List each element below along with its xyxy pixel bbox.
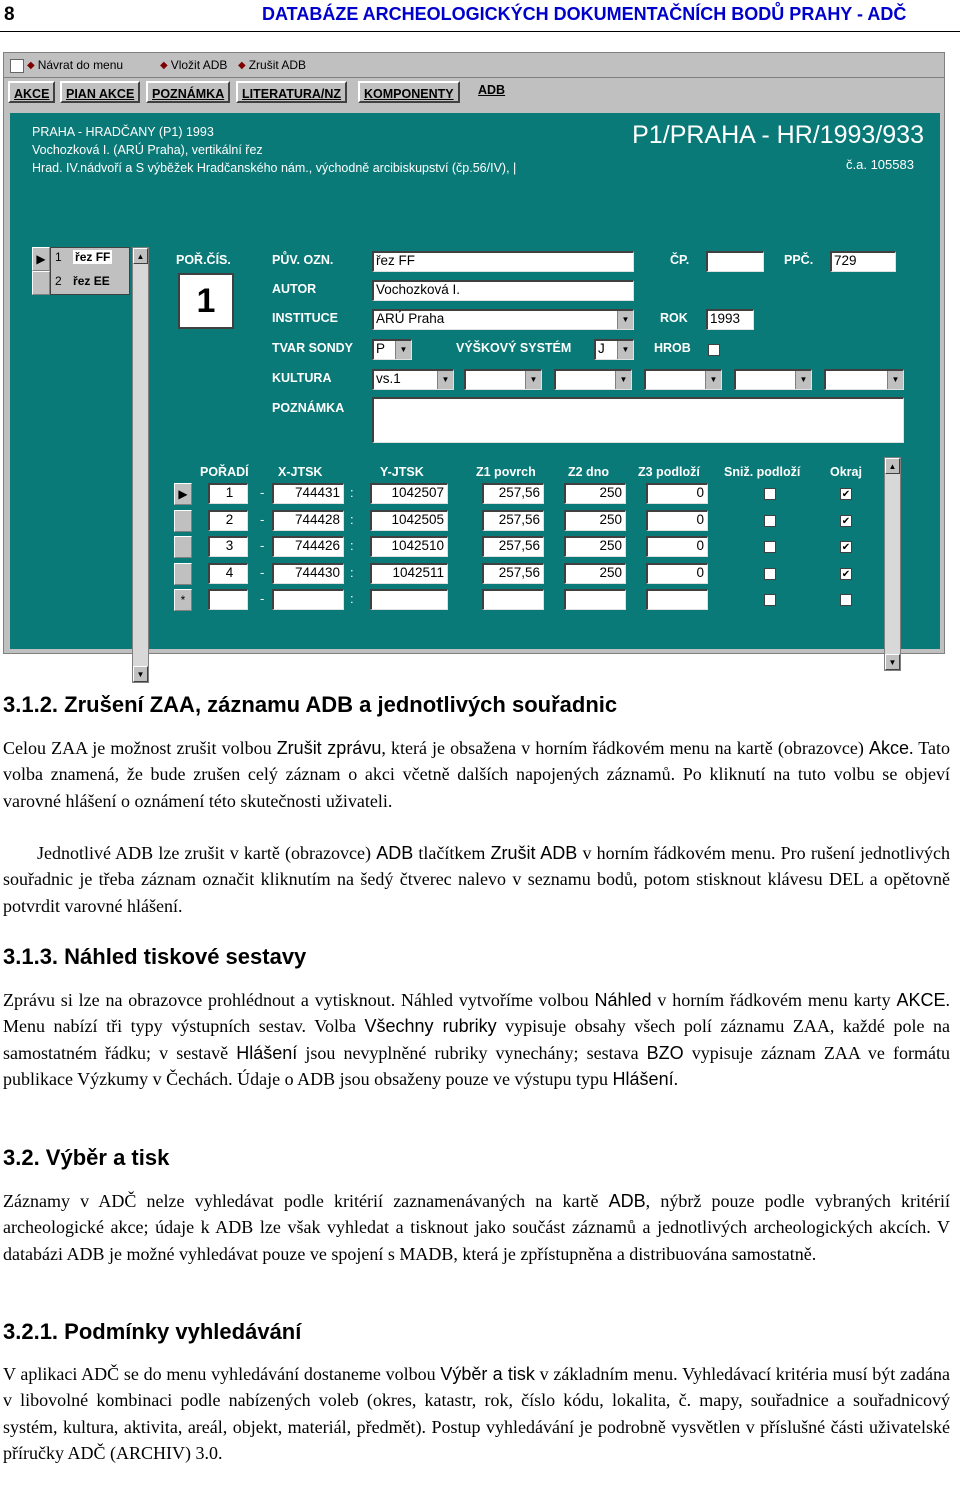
z3-cell[interactable]: 0 — [646, 563, 708, 584]
text: . — [673, 1068, 679, 1089]
paragraph — [3, 1361, 950, 1466]
kultura-select[interactable] — [464, 369, 542, 390]
arrow-right-icon: ◆ — [160, 60, 168, 71]
snizeni-checkbox[interactable] — [764, 568, 776, 580]
vyskovy-value: J — [598, 341, 605, 356]
menu-term: Zrušit zprávu — [276, 738, 382, 758]
menu-term: Výběr a tisk — [440, 1364, 535, 1384]
cp-input[interactable] — [706, 251, 764, 272]
z3-cell[interactable]: 0 — [646, 536, 708, 557]
info-line: Vochozková I. (ARÚ Praha), vertikální řez — [32, 143, 263, 157]
menu-term: Všechny rubriky — [364, 1016, 497, 1037]
text: Zprávu si lze na obrazovce prohlédnout a vytisknout. Náhled vytvoříme volbou — [3, 990, 595, 1010]
chevron-down-icon[interactable]: ▼ — [887, 371, 903, 389]
chevron-down-icon[interactable]: ▼ — [437, 371, 453, 389]
list-item[interactable] — [55, 274, 110, 288]
kultura-select[interactable] — [734, 369, 812, 390]
x-cell[interactable]: 744428 — [272, 510, 344, 531]
toolbar — [4, 53, 944, 78]
ppc-input[interactable]: 729 — [830, 251, 896, 272]
info-line: Hrad. IV.nádvoří a S výběžek Hradčanského nám., východně arcibiskupství (čp.56/IV), | — [32, 161, 517, 175]
z1-cell[interactable]: 257,56 — [482, 563, 544, 584]
instituce-select[interactable] — [372, 309, 634, 330]
label-vyskovy: VÝŠKOVÝ SYSTÉM — [456, 341, 572, 355]
okraj-checkbox[interactable]: ✔ — [841, 568, 851, 580]
chevron-down-icon[interactable]: ▼ — [705, 371, 721, 389]
info-line: PRAHA - HRADČANY (P1) 1993 — [32, 125, 214, 139]
z1-cell[interactable] — [482, 589, 544, 610]
order-cell[interactable]: 2 — [208, 510, 248, 531]
colon-text: : — [350, 538, 354, 553]
colon-text: : — [350, 564, 354, 580]
z2-cell[interactable]: 250 — [564, 510, 626, 531]
okraj-checkbox[interactable]: ✔ — [841, 489, 851, 500]
text: Záznamy v ADČ nelze vyhledávat podle kritérií zaznamenávaných na kartě — [3, 1191, 609, 1211]
row-selector[interactable] — [174, 510, 192, 532]
order-cell[interactable]: 4 — [208, 563, 248, 584]
tvar-value: P — [376, 341, 386, 356]
snizeni-checkbox[interactable] — [764, 594, 776, 606]
tvar-select[interactable] — [372, 339, 412, 360]
text: v horním řádkovém menu karty — [651, 990, 897, 1010]
menu-term: Akce — [868, 738, 909, 758]
chevron-down-icon[interactable]: ▼ — [395, 341, 411, 359]
grid-scrollbar[interactable] — [884, 457, 901, 671]
x-cell[interactable]: 744431 — [272, 483, 344, 504]
label-kultura: KULTURA — [272, 371, 332, 385]
text: tlačítkem — [413, 843, 491, 863]
z1-cell[interactable]: 257,56 — [482, 483, 544, 504]
section-title-32: 3.2. Výběr a tisk — [3, 1145, 170, 1170]
tab-poznamka[interactable]: POZNÁMKA — [146, 81, 230, 103]
back-label: Návrat do menu — [37, 58, 124, 72]
text: , nýbrž pouze podle vybraných kritérií archeologické akce; údaje k ADB lze však vyhledat a tisknout jako součást záznamů a jednotlivých archeologických akcích. V databázi ADB je možné vyhledávat pouze ve spojení s MADB, která je zpřístupněna a distribuována samostatně. — [3, 1191, 950, 1264]
dash-text: - — [260, 564, 265, 580]
okraj-checkbox[interactable]: ✔ — [841, 515, 851, 527]
record-code: P1/PRAHA - HR/1993/933 — [632, 121, 924, 149]
z2-cell[interactable]: 250 — [564, 483, 626, 504]
kultura-value: vs.1 — [376, 371, 401, 386]
vyskovy-select[interactable] — [594, 339, 634, 360]
dash-text: - — [260, 511, 265, 527]
z2-cell[interactable]: 250 — [564, 563, 626, 584]
z1-cell[interactable]: 257,56 — [482, 510, 544, 531]
okraj-checkbox[interactable]: ✔ — [841, 542, 851, 553]
autor-input[interactable]: Vochozková I. — [372, 280, 634, 301]
dash-text: - — [260, 538, 265, 553]
insert-label: Vložit ADB — [170, 58, 228, 72]
back-to-menu-button[interactable] — [10, 56, 123, 75]
puv-input[interactable]: řez FF — [372, 251, 634, 272]
kultura-select[interactable] — [644, 369, 722, 390]
paragraph — [3, 840, 950, 919]
chevron-down-icon[interactable]: ▼ — [795, 371, 811, 389]
z2-cell[interactable] — [564, 589, 626, 610]
text: Celou ZAA je možnost zrušit volbou — [3, 738, 277, 758]
col-header: Z2 dno — [568, 465, 609, 479]
menu-term: Zrušit ADB — [490, 843, 578, 863]
paragraph — [3, 987, 950, 1092]
running-title: DATABÁZE ARCHEOLOGICKÝCH DOKUMENTAČNÍCH BODŮ PRAHY - ADČ — [262, 4, 907, 24]
menu-term: Náhled — [594, 990, 652, 1010]
label-autor: AUTOR — [272, 282, 317, 296]
row-selector[interactable]: * — [174, 589, 192, 611]
snizeni-checkbox[interactable] — [764, 541, 776, 553]
text: , která je obsažena v horním řádkovém menu na kartě (obrazovce) — [381, 738, 869, 758]
list-text: řez EE — [73, 274, 110, 288]
section-title-312: 3.1.2. Zrušení ZAA, záznamu ADB a jednotlivých souřadnic — [3, 692, 618, 717]
kultura-select[interactable] — [554, 369, 632, 390]
y-cell[interactable]: 1042507 — [370, 483, 448, 504]
colon-text: : — [350, 511, 354, 527]
scroll-down-icon[interactable]: ▼ — [133, 666, 148, 682]
text: Jednotlivé ADB lze zrušit v kartě (obrazovce) — [37, 843, 377, 863]
list-num: 1 — [55, 250, 62, 264]
delete-label: Zrušit ADB — [248, 58, 307, 72]
tab-komponenty[interactable]: KOMPONENTY — [358, 81, 460, 103]
grid-icon — [10, 59, 24, 73]
hrob-checkbox[interactable] — [708, 344, 720, 356]
scroll-up-icon[interactable]: ▲ — [885, 458, 900, 474]
y-cell[interactable]: 1042511 — [370, 563, 448, 584]
record-selector[interactable]: ▶ — [32, 247, 50, 271]
text: . Menu nabízí tři typy výstupních sestav. Volba — [3, 990, 950, 1037]
menu-term: Hlášení — [612, 1068, 674, 1089]
app-screenshot — [3, 52, 945, 679]
row-selector[interactable] — [174, 563, 192, 585]
list-text: řez FF — [75, 250, 111, 264]
menu-term: Hlášení — [236, 1042, 298, 1063]
scroll-down-icon[interactable]: ▼ — [885, 654, 900, 670]
text: vypisuje obsahy všech polí záznamu ZAA, každé pole na samostatném řádku; v sestavě — [3, 1016, 950, 1063]
list-item[interactable] — [55, 250, 112, 264]
text: vypisuje záznam ZAA ve formátu publikace Výzkumy v Čechách. Údaje o ADB jsou obsaženy pouze ve výstupu typu — [3, 1042, 950, 1089]
adb-list — [50, 247, 130, 295]
order-cell[interactable]: 3 — [208, 536, 248, 557]
por-label: POŘ.ČÍS. — [176, 253, 231, 267]
instituce-value: ARÚ Praha — [376, 311, 445, 326]
rok-input[interactable]: 1993 — [706, 309, 754, 330]
list-scrollbar[interactable] — [132, 247, 149, 683]
z3-cell[interactable]: 0 — [646, 483, 708, 504]
y-cell[interactable] — [370, 589, 448, 610]
snizeni-checkbox[interactable] — [764, 488, 776, 500]
delete-adb-button[interactable] — [238, 56, 306, 75]
label-poznamka: POZNÁMKA — [272, 401, 345, 415]
menu-term: ADB — [376, 843, 414, 863]
colon-text: : — [350, 591, 354, 606]
page-number: 8 — [4, 4, 15, 25]
menu-term: ADB — [608, 1191, 646, 1211]
kultura-select[interactable] — [372, 369, 454, 390]
kultura-select[interactable] — [824, 369, 904, 390]
col-header: Z1 povrch — [476, 465, 536, 479]
label-rok: ROK — [660, 311, 688, 325]
action-number: č.a. 105583 — [846, 157, 914, 172]
label-puv: PŮV. OZN. — [272, 253, 334, 267]
z2-cell[interactable]: 250 — [564, 536, 626, 557]
paragraph — [3, 1188, 950, 1267]
tab-literatura[interactable]: LITERATURA/NZ — [236, 81, 347, 103]
text: V aplikaci ADČ se do menu vyhledávání dostaneme volbou — [3, 1364, 441, 1384]
colon-text: : — [350, 485, 354, 500]
menu-term: AKCE — [896, 990, 946, 1010]
label-hrob: HROB — [654, 341, 691, 355]
col-header: X-JTSK — [278, 465, 323, 479]
scroll-up-icon[interactable]: ▲ — [133, 248, 148, 264]
record-selector[interactable] — [32, 271, 50, 295]
chevron-down-icon[interactable]: ▼ — [617, 311, 633, 329]
dash-text: - — [260, 485, 265, 500]
menu-term: BZO — [646, 1042, 684, 1063]
col-header: Sniž. podloží — [724, 465, 801, 479]
y-cell[interactable]: 1042505 — [370, 510, 448, 531]
list-num: 2 — [55, 274, 62, 288]
col-header: Z3 podloží — [638, 465, 700, 479]
order-cell[interactable] — [208, 589, 248, 610]
tab-adb[interactable]: ADB — [478, 83, 506, 97]
section-title-313: 3.1.3. Náhled tiskové sestavy — [3, 944, 307, 969]
adb-form — [10, 113, 940, 679]
chevron-down-icon[interactable]: ▼ — [615, 371, 631, 389]
insert-adb-button[interactable] — [160, 56, 227, 75]
okraj-checkbox[interactable] — [840, 594, 852, 606]
row-selector[interactable]: ▶ — [174, 483, 192, 505]
label-instituce: INSTITUCE — [272, 311, 338, 325]
text: v základním menu. Vyhledávací kritéria musí být zadána v libovolné kombinaci podle nabízených voleb (okres, katastr, rok, číslo kódu, lokalita, č. mapy, souřadnice a souřadnicový systém, kultura, aktivita, areál, objekt, materiál, předmět). Postup vyhledávání je podrobně vysvětlen v příslušné části uživatelské příručky ADČ (ARCHIV) 3.0. — [3, 1364, 950, 1463]
chevron-down-icon[interactable]: ▼ — [525, 371, 541, 389]
y-cell[interactable]: 1042510 — [370, 536, 448, 557]
page-header — [0, 0, 960, 32]
x-cell[interactable]: 744426 — [272, 536, 344, 557]
dash-text: - — [260, 591, 265, 606]
col-header: Y-JTSK — [380, 465, 424, 479]
order-number[interactable]: 1 — [178, 273, 234, 329]
row-selector[interactable] — [174, 536, 192, 558]
tab-pian-akce[interactable]: PIAN AKCE — [60, 81, 140, 103]
section-title-321: 3.2.1. Podmínky vyhledávání — [3, 1319, 302, 1344]
snizeni-checkbox[interactable] — [764, 515, 776, 527]
x-cell[interactable] — [272, 589, 344, 610]
z3-cell[interactable]: 0 — [646, 510, 708, 531]
paragraph — [3, 735, 950, 814]
text: . Tato volba znamená, že bude zrušen celý záznam o akci včetně dalších napojených záznamů. Po kliknutí na tuto volbu se objeví varovné hlášení o oznámení této skutečnosti uživateli. — [3, 738, 950, 811]
arrow-right-icon: ◆ — [238, 60, 246, 71]
label-tvar: TVAR SONDY — [272, 341, 354, 355]
col-header: Okraj — [830, 465, 862, 479]
label-ppc: PPČ. — [784, 253, 814, 267]
order-cell[interactable]: 1 — [208, 483, 248, 504]
tab-bar — [4, 79, 944, 105]
z1-cell[interactable]: 257,56 — [482, 536, 544, 557]
z3-cell[interactable] — [646, 589, 708, 610]
label-cp: ČP. — [670, 253, 690, 267]
poznamka-textarea[interactable] — [372, 397, 904, 443]
arrow-right-icon: ◆ — [27, 60, 35, 71]
chevron-down-icon[interactable]: ▼ — [617, 341, 633, 359]
col-header: POŘADÍ — [200, 465, 249, 479]
tab-akce[interactable]: AKCE — [8, 81, 55, 103]
text: jsou nevyplněné rubriky vynechány; sestava — [297, 1042, 647, 1063]
x-cell[interactable]: 744430 — [272, 563, 344, 584]
text: v horním řádkovém menu. Pro rušení jednotlivých souřadnic je třeba záznam označit kliknutím na šedý čtverec nalevo v seznamu bodů, potom stisknout klávesu DEL a opětovně potvrdit varovné hlášení. — [3, 843, 950, 916]
